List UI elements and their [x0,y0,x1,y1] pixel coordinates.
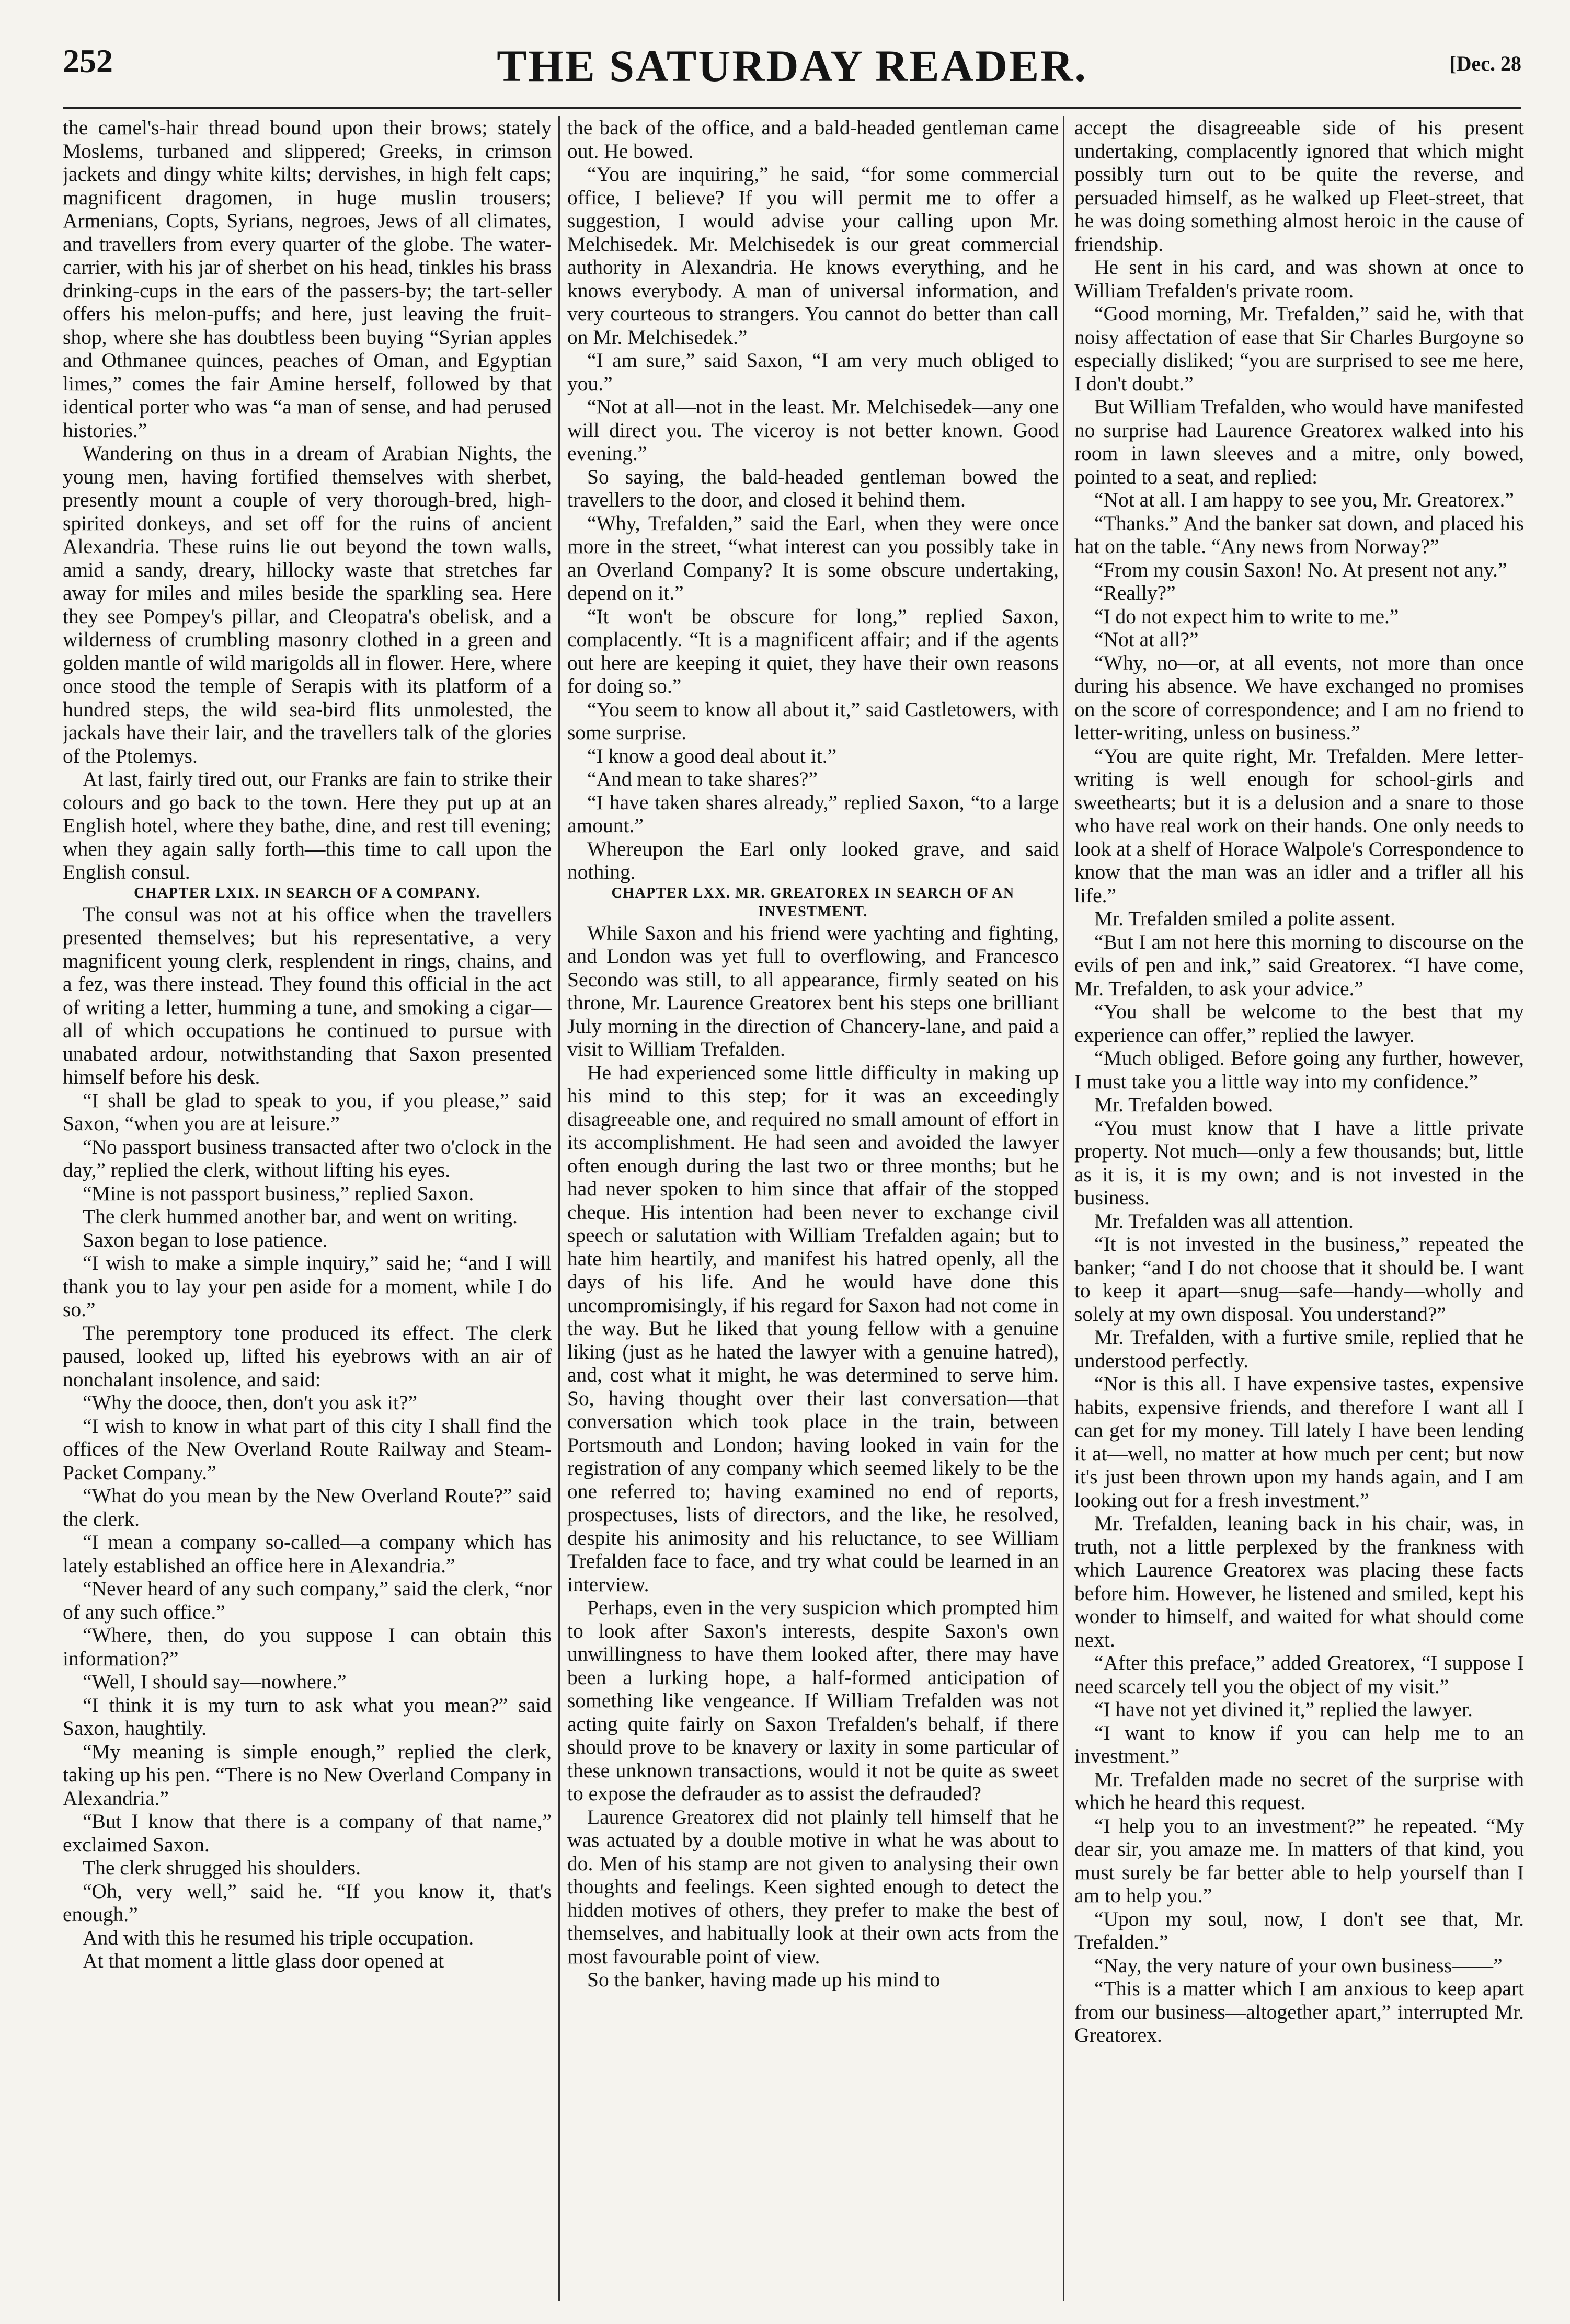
paragraph: Mr. Trefalden made no secret of the surprise with which he heard this request. [1074,1767,1524,1814]
chapter-heading: CHAPTER LXIX. IN SEARCH OF A COMPANY. [134,884,480,901]
paragraph: Laurence Greatorex did not plainly tell himself that he was actuated by a double motive in what he was about to do. Men of his stamp are not given to analysing their own thoughts and feelings. Keen sighted enough to detect the hidden motives of others, they prefer to make the best of themselves, and habitually look at their own acts from the most favourable point of view. [567,1805,1059,1968]
paragraph: The clerk shrugged his shoulders. [83,1856,361,1879]
text-column-2 [567,116,1059,2306]
paragraph: He sent in his card, and was shown at once to William Trefalden's private room. [1074,256,1524,302]
paragraph: “Mine is not passport business,” replied Saxon. [83,1181,474,1205]
paragraph: accept the disagreeable side of his present undertaking, complacently ignored that which might possibly turn out to be quite the reverse, and persuaded himself, as he walked up Fleet-street, that he was doing something almost heroic in the cause of friendship. [1074,116,1524,256]
column-divider [558,116,560,2301]
paragraph: “You seem to know all about it,” said Castletowers, with some surprise. [567,697,1059,744]
paragraph: “Good morning, Mr. Trefalden,” said he, with that noisy affectation of ease that Sir Charles Burgoyne so especially disliked; “you are surprised to see me here, I don't doubt.” [1074,302,1524,395]
paragraph: “I mean a company so-called—a company which has lately established an office here in Alexandria.” [63,1531,552,1577]
paragraph: “I shall be glad to speak to you, if you please,” said Saxon, “when you are at leisure.” [63,1088,552,1135]
paragraph: Mr. Trefalden, with a furtive smile, replied that he understood perfectly. [1074,1326,1524,1372]
paragraph: “I help you to an investment?” he repeated. “My dear sir, you amaze me. In matters of that kind, you must surely be far better able to help yourself than I am to help you.” [1074,1814,1524,1907]
paragraph: “Why, no—or, at all events, not more than once during his absence. We have exchanged no promises on the score of correspondence; and I am no friend to letter-writing, unless on business.” [1074,651,1524,744]
paragraph: “And mean to take shares?” [587,767,818,790]
paragraph: At last, fairly tired out, our Franks are fain to strike their colours and go back to the town. Here they put up at an English hotel, where they bathe, dine, and rest till evening; when they again sally forth—this time to call upon the English consul. [63,767,552,883]
paragraph: “I want to know if you can help me to an investment.” [1074,1721,1524,1767]
paragraph: the back of the office, and a bald-headed gentleman came out. He bowed. [567,116,1059,163]
paragraph: Whereupon the Earl only looked grave, and said nothing. [567,837,1059,883]
paragraph: “Not at all?” [1094,628,1199,651]
paragraph: “Where, then, do you suppose I can obtain this information?” [63,1624,552,1670]
paragraph: “I wish to make a simple inquiry,” said he; “and I will thank you to lay your pen aside for a moment, while I do so.” [63,1251,552,1321]
paragraph: “Oh, very well,” said he. “If you know it, that's enough.” [63,1879,552,1926]
paragraph: “Really?” [1094,581,1176,604]
paragraph: “You are quite right, Mr. Trefalden. Mere letter-writing is well enough for school-girls and sweethearts; but it is a delusion and a snare to those who have real work on their hands. One only needs to look at a shelf of Horace Walpole's Correspondence to know that the man was an idler and a trifler all his life.” [1074,744,1524,907]
paragraph: “I wish to know in what part of this city I shall find the offices of the New Overland Route Railway and Steam-Packet Company.” [63,1414,552,1484]
paragraph: Saxon began to lose patience. [83,1228,328,1251]
paragraph: “You are inquiring,” he said, “for some commercial office, I believe? If you will permit me to offer a suggestion, I would advise your calling upon Mr. Melchisedek. Mr. Melchisedek is our great commercial authority in Alexandria. He knows everything, and he knows everybody. A man of universal information, and very courteous to strangers. You cannot do better than call on Mr. Melchisedek.” [567,163,1059,349]
paragraph: “Not at all—not in the least. Mr. Melchisedek—any one will direct you. The viceroy is not better known. Good evening.” [567,395,1059,465]
paragraph: “But I know that there is a company of that name,” exclaimed Saxon. [63,1810,552,1856]
paragraph: “But I am not here this morning to discourse on the evils of pen and ink,” said Greatorex. “I have come, Mr. Trefalden, to ask your advice.” [1074,930,1524,1000]
header-rule [63,107,1521,109]
paragraph: the camel's-hair thread bound upon their brows; stately Moslems, turbaned and slippered; Greeks, in crimson jackets and dingy white kilts; dervishes, in high felt caps; magnificent dragomen, in huge muslin trousers; Armenians, Copts, Syrians, negroes, Jews of all climates, and travellers from every quarter of the globe. The water-carrier, with his jar of sherbet on his head, tinkles his brass drinking-cups in the ears of the passers-by; the tart-seller offers his melon-puffs; and here, just leaving the fruit-shop, where she has doubtless been buying “Syrian apples and Othmanee quinces, peaches of Oman, and Egyptian limes,” comes the fair Amine herself, followed by that identical porter who was “a man of sense, and had perused histories.” [63,116,552,442]
paragraph: “Why, Trefalden,” said the Earl, when they were once more in the street, “what interest can you possibly take in an Overland Company? It is some obscure undertaking, depend on it.” [567,511,1059,604]
paragraph: “Well, I should say—nowhere.” [83,1670,347,1693]
issue-date: [Dec. 28 [1449,52,1521,75]
paragraph: The clerk hummed another bar, and went on writing. [83,1205,518,1228]
paragraph: “Thanks.” And the banker sat down, and placed his hat on the table. “Any news from Norway?” [1074,511,1524,558]
paragraph: “I am sure,” said Saxon, “I am very much obliged to you.” [567,349,1059,395]
paragraph: Wandering on thus in a dream of Arabian Nights, the young men, having fortified themselves with sherbet, presently mount a couple of very thorough-bred, high-spirited donkeys, and set off for the ruins of ancient Alexandria. These ruins lie out beyond the town walls, amid a sandy, dreary, hillocky waste that stretches far away for miles and miles beside the sparkling sea. Here they see Pompey's pillar, and Cleopatra's obelisk, and a wilderness of crumbling masonry clothed in a green and golden mantle of wild marigolds all in flower. Here, where once stood the temple of Serapis with its platform of a hundred steps, the wild sea-bird flits unmolested, the jackals have their lair, and the travellers talk of the glories of the Ptolemys. [63,442,552,767]
paragraph: “I know a good deal about it.” [587,744,837,767]
paragraph: Mr. Trefalden smiled a polite assent. [1094,907,1395,930]
paragraph: “Never heard of any such company,” said the clerk, “nor of any such office.” [63,1577,552,1624]
paragraph: But William Trefalden, who would have manifested no surprise had Laurence Greatorex walked into his room in lawn sleeves and a mitre, only bowed, pointed to a seat, and replied: [1074,395,1524,488]
paragraph: So saying, the bald-headed gentleman bowed the travellers to the door, and closed it behind them. [567,465,1059,511]
paragraph: “You shall be welcome to the best that my experience can offer,” replied the lawyer. [1074,1000,1524,1046]
paragraph: Mr. Trefalden, leaning back in his chair, was, in truth, not a little perplexed by the frankness with which Laurence Greatorex was placing these facts before him. However, he listened and smiled, kept his wonder to himself, and waited for what should come next. [1074,1512,1524,1651]
text-column-1 [63,116,552,2306]
journal-title: THE SATURDAY READER. [497,41,1087,91]
paragraph: “Nor is this all. I have expensive tastes, expensive habits, expensive friends, and therefore I want all I can get for my money. Till lately I have been lending it at—well, no matter at how much per cent; but now it's just been thrown upon my hands again, and I am looking out for a fresh investment.” [1074,1372,1524,1512]
paragraph: “You must know that I have a little private property. Not much—only a few thousands; but, little as it is, it is my own; and is not invested in the business. [1074,1116,1524,1209]
page-number: 252 [63,42,113,79]
paragraph: “I have not yet divined it,” replied the lawyer. [1094,1698,1473,1721]
paragraph: “Why the dooce, then, don't you ask it?” [83,1391,418,1414]
paragraph: At that moment a little glass door opened at [83,1949,444,1972]
page-header [63,37,1521,97]
paragraph: “Nay, the very nature of your own business——” [1094,1953,1503,1977]
paragraph: “I think it is my turn to ask what you mean?” said Saxon, haughtily. [63,1693,552,1740]
column-divider [1063,116,1064,2301]
paragraph: “It won't be obscure for long,” replied Saxon, complacently. “It is a magnificent affair; and if the agents out here are keeping it quiet, they have their own reasons for doing so.” [567,604,1059,697]
text-column-3 [1074,116,1524,2306]
paragraph: “Not at all. I am happy to see you, Mr. Greatorex.” [1094,488,1514,511]
paragraph: Mr. Trefalden bowed. [1094,1093,1274,1116]
paragraph: “I do not expect him to write to me.” [1094,604,1399,628]
paragraph: “This is a matter which I am anxious to keep apart from our business—altogether apart,” interrupted Mr. Greatorex. [1074,1977,1524,2046]
paragraph: “After this preface,” added Greatorex, “I suppose I need scarcely tell you the object of my visit.” [1074,1651,1524,1698]
paragraph: “It is not invested in the business,” repeated the banker; “and I do not choose that it should be. I want to keep it apart—snug—safe—handy—wholly and solely at my own disposal. You understand?” [1074,1233,1524,1326]
paragraph: The peremptory tone produced its effect. The clerk paused, looked up, lifted his eyebrows with an air of nonchalant insolence, and said: [63,1321,552,1391]
paragraph: “Upon my soul, now, I don't see that, Mr. Trefalden.” [1074,1907,1524,1953]
paragraph: “Much obliged. Before going any further, however, I must take you a little way into my confidence.” [1074,1046,1524,1093]
paragraph: Mr. Trefalden was all attention. [1094,1209,1354,1233]
paragraph: “From my cousin Saxon! No. At present not any.” [1094,558,1507,581]
paragraph: “No passport business transacted after two o'clock in the day,” replied the clerk, without lifting his eyes. [63,1135,552,1181]
paragraph: “My meaning is simple enough,” replied the clerk, taking up his pen. “There is no New Overland Company in Alexandria.” [63,1740,552,1810]
paragraph: “What do you mean by the New Overland Route?” said the clerk. [63,1484,552,1531]
paragraph: The consul was not at his office when the travellers presented themselves; but his representative, a very magnificent young clerk, resplendent in rings, chains, and a fez, was there instead. They found this official in the act of writing a letter, humming a tune, and smoking a cigar—all of which occupations he continued to pursue with unabated ardour, notwithstanding that Saxon presented himself before his desk. [63,902,552,1088]
paragraph: Perhaps, even in the very suspicion which prompted him to look after Saxon's interests, despite Saxon's own unwillingness to have them looked after, there may have been a lurking hope, a half-formed anticipation of something like vengeance. If William Trefalden was not acting quite fairly on Saxon Trefalden's behalf, if there should prove to be knavery or laxity in some particular of these unknown transactions, would it not be quite as sweet to expose the defrauder as to assist the defrauded? [567,1596,1059,1805]
paragraph: He had experienced some little difficulty in making up his mind to this step; for it was an exceedingly disagreeable one, and required no small amount of effort in its accomplishment. He had seen and avoided the lawyer often enough during the last two or three months; but he had never spoken to him since that affair of the stopped cheque. His intention had been never to exchange civil speech or salutation with William Trefalden again; but to hate him heartily, and manifest his hatred openly, all the days of his life. And he would have done this uncompromisingly, if his regard for Saxon had not come in the way. But he liked that young fellow with a genuine liking (just as he hated the lawyer with a genuine hatred), and, cost what it might, he was determined to serve him. So, having thought over their last conversation—that conversation which took place in the train, between Portsmouth and London; having looked in vain for the registration of any company which seemed likely to be the one referred to; having examined no end of reports, prospectuses, lists of directors, and the like, he resolved, despite his animosity and his reluctance, to see William Trefalden face to face, and try what could be learned in an interview. [567,1061,1059,1596]
paragraph: While Saxon and his friend were yachting and fighting, and London was yet full to overflowing, and Francesco Secondo was still, to all appearance, firmly seated on his throne, Mr. Laurence Greatorex bent his steps one brilliant July morning in the direction of Chancery-lane, and paid a visit to William Trefalden. [567,921,1059,1061]
chapter-heading: CHAPTER LXX. MR. GREATOREX IN SEARCH OF AN INVESTMENT. [611,884,1015,920]
paragraph: And with this he resumed his triple occupation. [83,1926,474,1949]
paragraph: “I have taken shares already,” replied Saxon, “to a large amount.” [567,790,1059,837]
paragraph: So the banker, having made up his mind to [587,1968,941,1991]
